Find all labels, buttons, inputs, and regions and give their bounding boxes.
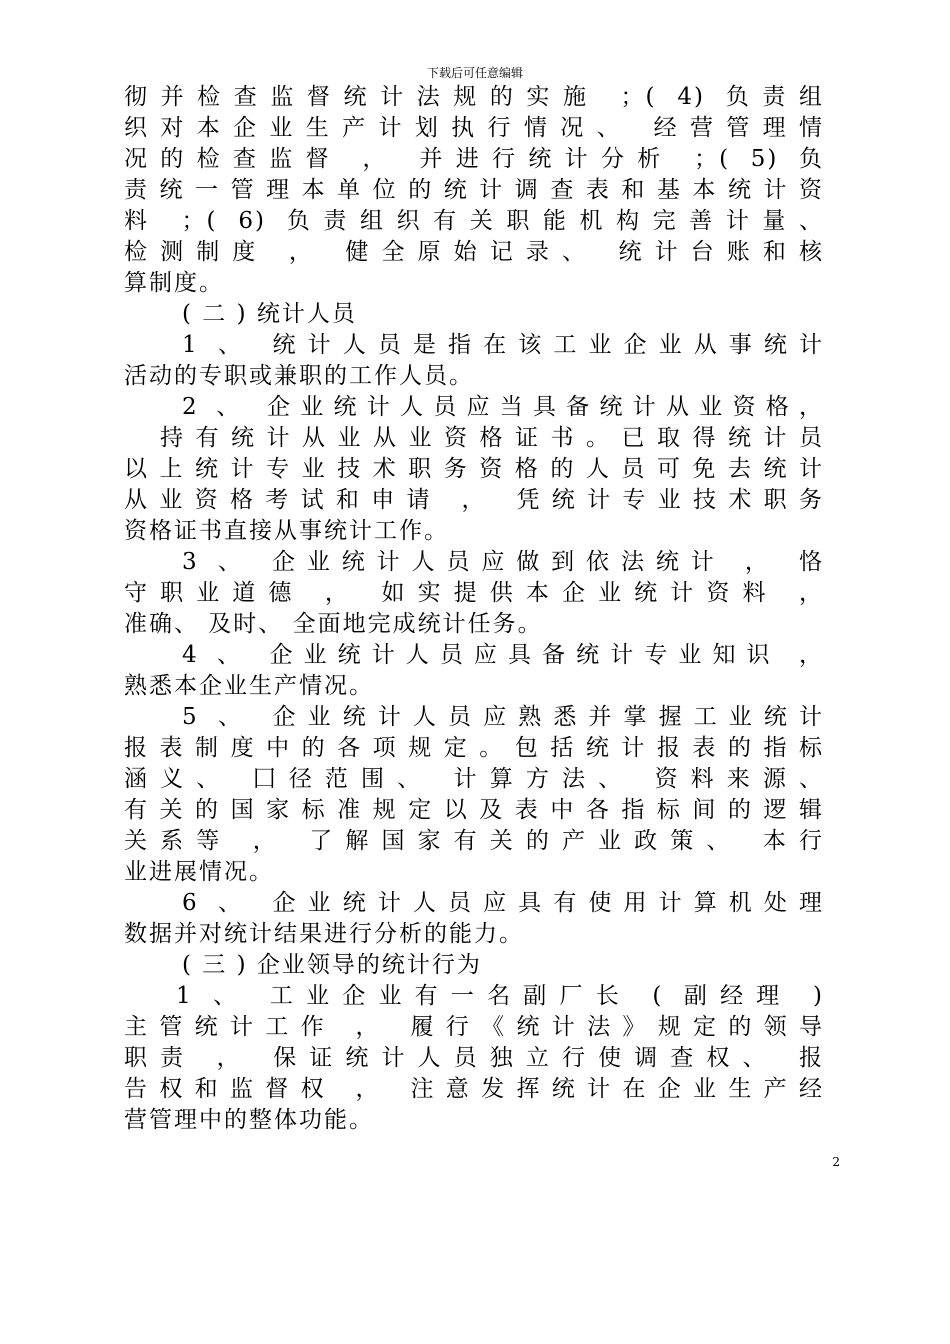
text-line: 料 ；( 6) 负责组织有关职能机构完善计量、 [124,208,824,234]
text-line: 资格证书直接从事统计工作。 [124,518,449,544]
text-line: 1 、 统计人员是指在该工业企业从事统计 [182,332,824,358]
text-line: 3 、 企业统计人员应做到依法统计 ， 恪 [182,549,824,575]
text-line: 以上统计专业技术职务资格的人员可免去统计 [124,456,824,482]
text-line: 准确、 及时、 全面地完成统计任务。 [124,611,543,637]
text-line: 主管统计工作 ， 履行《统计法》规定的领导 [124,1014,824,1040]
text-line: 6 、 企业统计人员应具有使用计算机处理 [182,890,824,916]
text-line: 1 、 工业企业有一名副厂长 ( 副经理 ) [176,983,824,1009]
text-line: 检测制度 ， 健全原始记录、 统计台账和核 [124,239,824,265]
text-line: 况的检查监督 ， 并进行统计分析 ；( 5) 负 [124,146,824,172]
text-line: 涵义、 囗径范围、 计算方法、 资料来源、 [124,766,824,792]
text-line: 算制度。 [124,270,224,296]
document-body [124,82,824,1136]
text-line: 持有统计从业从业资格证书。已取得统计员 [160,425,824,451]
text-line: 业进展情况。 [124,859,274,885]
text-line: 关系等 ， 了解国家有关的产业政策、 本行 [124,828,824,854]
text-line: 责统一管理本单位的统计调查表和基本统计资 [124,177,824,203]
text-line: 活动的专职或兼职的工作人员。 [124,363,474,389]
page-header: 下载后可任意编辑 [426,66,523,80]
text-line: 2 、 企业统计人员应当具备统计从业资格， [182,394,824,420]
text-line: 报表制度中的各项规定。包括统计报表的指标 [124,735,824,761]
text-line: 从业资格考试和申请 ， 凭统计专业技术职务 [124,487,824,513]
text-line: 职责 ， 保证统计人员独立行使调查权、 报 [124,1045,824,1071]
text-line: 有关的国家标准规定以及表中各指标间的逻辑 [124,797,824,823]
text-line: 数据并对统计结果进行分析的能力。 [124,921,524,947]
text-line: 营管理中的整体功能。 [124,1107,374,1133]
text-line: 织对本企业生产计划执行情况、 经营管理情 [124,115,824,141]
section-heading: ( 三 ) 企业领导的统计行为 [182,952,482,978]
text-line: 彻并检查监督统计法规的实施 ；( 4) 负责组 [124,84,824,110]
text-line: 5 、 企业统计人员应熟悉并掌握工业统计 [182,704,824,730]
text-line: 告权和监督权 ， 注意发挥统计在企业生产经 [124,1076,824,1102]
text-line: 熟悉本企业生产情况。 [124,673,374,699]
page-number: 2 [832,1155,840,1169]
text-line: 4 、 企业统计人员应具备统计专业知识 ， [182,642,824,668]
section-heading: ( 二 ) 统计人员 [182,301,357,327]
text-line: 守职业道德 ， 如实提供本企业统计资料 ， [124,580,824,606]
